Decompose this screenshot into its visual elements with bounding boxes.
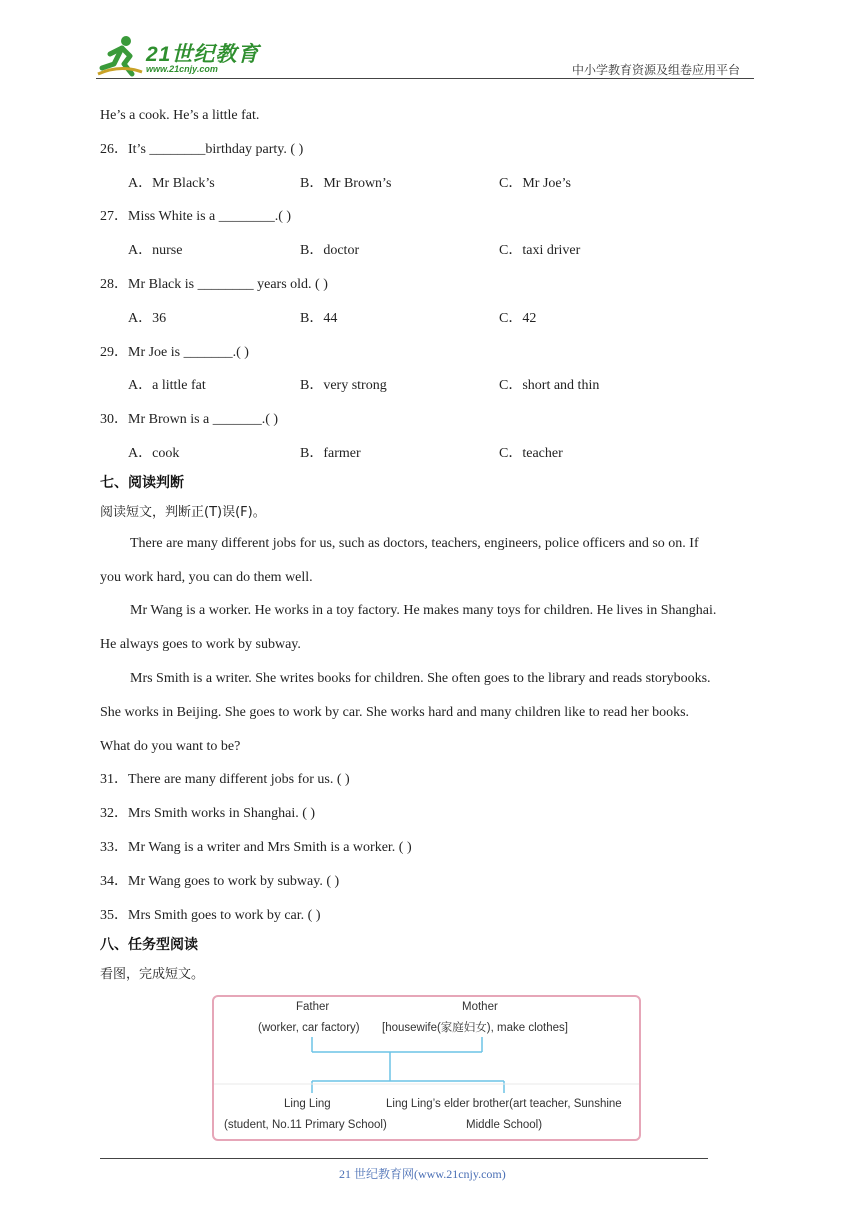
passage-paragraph-2-line-2: He always goes to work by subway. [100,637,301,652]
question-30-option-c: C．teacher [499,446,563,461]
question-26-option-a: A．Mr Black’s [128,176,215,191]
question-26-option-c: C．Mr Joe’s [499,176,571,191]
question-34: 34．Mr Wang goes to work by subway. ( ) [100,874,340,889]
diagram-child1-label: Ling Ling [284,1098,331,1110]
question-27-option-a: A．nurse [128,243,183,258]
passage-paragraph-1-line-2: you work hard, you can do them well. [100,570,313,585]
diagram-father-label: Father [296,1001,330,1013]
footer-divider [100,1158,708,1159]
logo-sub-text: www.21cnjy.com [146,64,218,74]
diagram-father-info: (worker, car factory) [258,1022,360,1034]
question-29-option-a: A．a little fat [128,378,206,393]
question-30-stem: 30．Mr Brown is a _______.( ) [100,412,279,427]
passage-paragraph-3-line-3: What do you want to be? [100,739,241,754]
question-31: 31．There are many different jobs for us. ( ) [100,772,350,787]
header-logo [96,34,266,78]
passage-paragraph-3-line-2: She works in Beijing. She goes to work by car. She works hard and many children like to read her books. [100,705,690,720]
section-7-instruction: 阅读短文，判断正(T)误(F)。 [100,505,266,520]
diagram-child2-label: Ling Ling’s elder brother(art teacher, Sunshine [386,1098,622,1110]
question-29-option-c: C．short and thin [499,378,600,393]
intro-line: He’s a cook. He’s a little fat. [100,108,260,123]
logo-main-text: 21世纪教育 [146,43,260,66]
runner-logo-icon [96,34,144,78]
question-30-option-a: A．cook [128,446,180,461]
question-28-option-a: A．36 [128,311,167,326]
section-8-title: 八、任务型阅读 [100,937,198,953]
question-35: 35．Mrs Smith goes to work by car. ( ) [100,908,321,923]
family-diagram [212,995,641,1141]
header-platform-text: 中小学教育资源及组卷应用平台 [572,63,741,77]
question-27-stem: 27．Miss White is a ________.( ) [100,209,292,224]
question-28-option-c: C．42 [499,311,537,326]
question-29-stem: 29．Mr Joe is _______.( ) [100,345,249,360]
passage-paragraph-2-line-1: Mr Wang is a worker. He works in a toy factory. He makes many toys for children. He lives in Shanghai. [130,603,717,618]
footer-text: 21 世纪教育网(www.21cnjy.com) [339,1167,506,1181]
question-27-option-b: B．doctor [300,243,360,258]
section-7-title: 七、阅读判断 [100,475,184,491]
diagram-child1-info: (student, No.11 Primary School) [224,1119,387,1131]
diagram-child2-info: Middle School) [466,1119,543,1131]
question-28-option-b: B．44 [300,311,338,326]
question-32: 32．Mrs Smith works in Shanghai. ( ) [100,806,316,821]
diagram-mother-info: [housewife(家庭妇女), make clothes] [382,1022,568,1034]
diagram-mother-label: Mother [462,1001,498,1013]
question-28-stem: 28．Mr Black is ________ years old. ( ) [100,277,328,292]
passage-paragraph-1-line-1: There are many different jobs for us, such as doctors, teachers, engineers, police officers and so on. If [130,536,699,551]
question-29-option-b: B．very strong [300,378,387,393]
question-26-option-b: B．Mr Brown’s [300,176,392,191]
question-26-stem: 26．It’s ________birthday party. ( ) [100,142,304,157]
question-27-option-c: C．taxi driver [499,243,581,258]
question-33: 33．Mr Wang is a writer and Mrs Smith is a worker. ( ) [100,840,412,855]
section-8-instruction: 看图，完成短文。 [100,967,205,982]
header-divider [96,78,754,79]
question-30-option-b: B．farmer [300,446,361,461]
passage-paragraph-3-line-1: Mrs Smith is a writer. She writes books for children. She often goes to the library and reads storybooks. [130,671,711,686]
